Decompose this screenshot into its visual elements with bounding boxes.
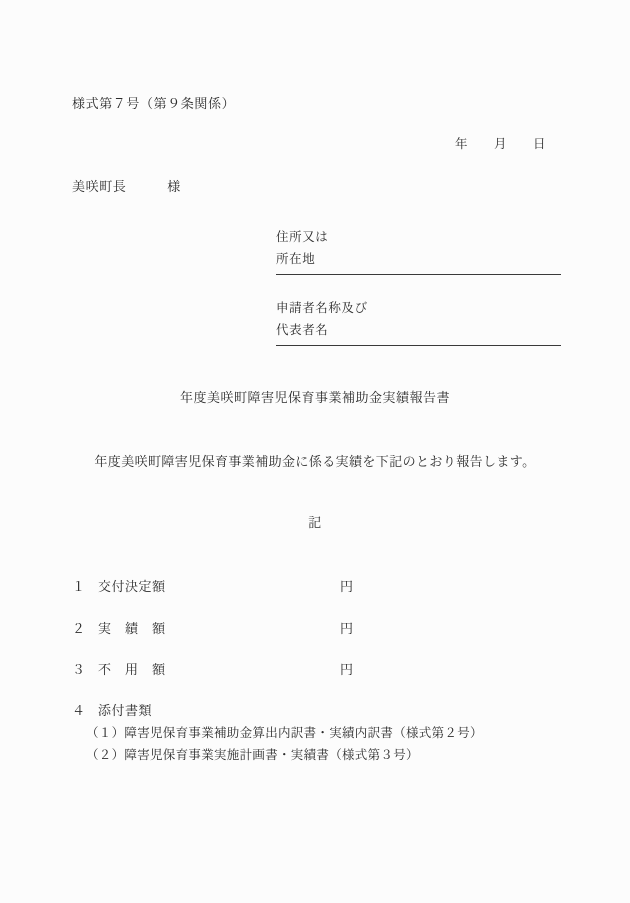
applicant-write-in-rule[interactable]: [276, 345, 561, 346]
applicant-label-line2: 代表者名: [276, 323, 329, 337]
form-number: 様式第７号（第９条関係）: [72, 96, 236, 111]
addressee-line: 美咲町長 様: [72, 179, 181, 194]
address-label-line2: 所在地: [276, 252, 316, 266]
item-number-1: １: [72, 579, 86, 594]
address-field-group: [276, 226, 561, 275]
item-label-2: 実 績 額: [98, 621, 166, 636]
item-number-2: ２: [72, 621, 86, 636]
item-row-3: [72, 659, 572, 678]
item-number-3: ３: [72, 662, 86, 677]
document-title: 年度美咲町障害児保育事業補助金実績報告書: [179, 390, 450, 405]
address-label-line1: 住所又は: [276, 230, 329, 244]
address-write-in-rule[interactable]: [276, 274, 561, 275]
attachment-item-1: （１）障害児保育事業補助金算出内訳書・実績内訳書（様式第２号）: [86, 726, 483, 740]
ki-marker: 記: [308, 515, 322, 530]
body-paragraph: 年度美咲町障害児保育事業補助金に係る実績を下記のとおり報告します。: [94, 454, 536, 469]
item-row-4: [72, 700, 572, 719]
applicant-label-line1: 申請者名称及び: [276, 301, 368, 315]
item-label-1: 交付決定額: [98, 579, 166, 594]
item-row-2: [72, 618, 572, 637]
item-unit-2: 円: [340, 621, 354, 636]
item-unit-3: 円: [340, 662, 354, 677]
signature-block: [276, 226, 561, 368]
item-number-4: ４: [72, 703, 86, 718]
item-row-1: [72, 576, 572, 595]
item-label-4: 添付書類: [98, 703, 153, 718]
item-unit-1: 円: [340, 579, 354, 594]
item-label-3: 不 用 額: [98, 662, 166, 677]
applicant-field-group: [276, 297, 561, 346]
attachment-item-2: （２）障害児保育事業実施計画書・実績書（様式第３号）: [86, 748, 419, 762]
date-line: 年 月 日: [455, 137, 547, 151]
